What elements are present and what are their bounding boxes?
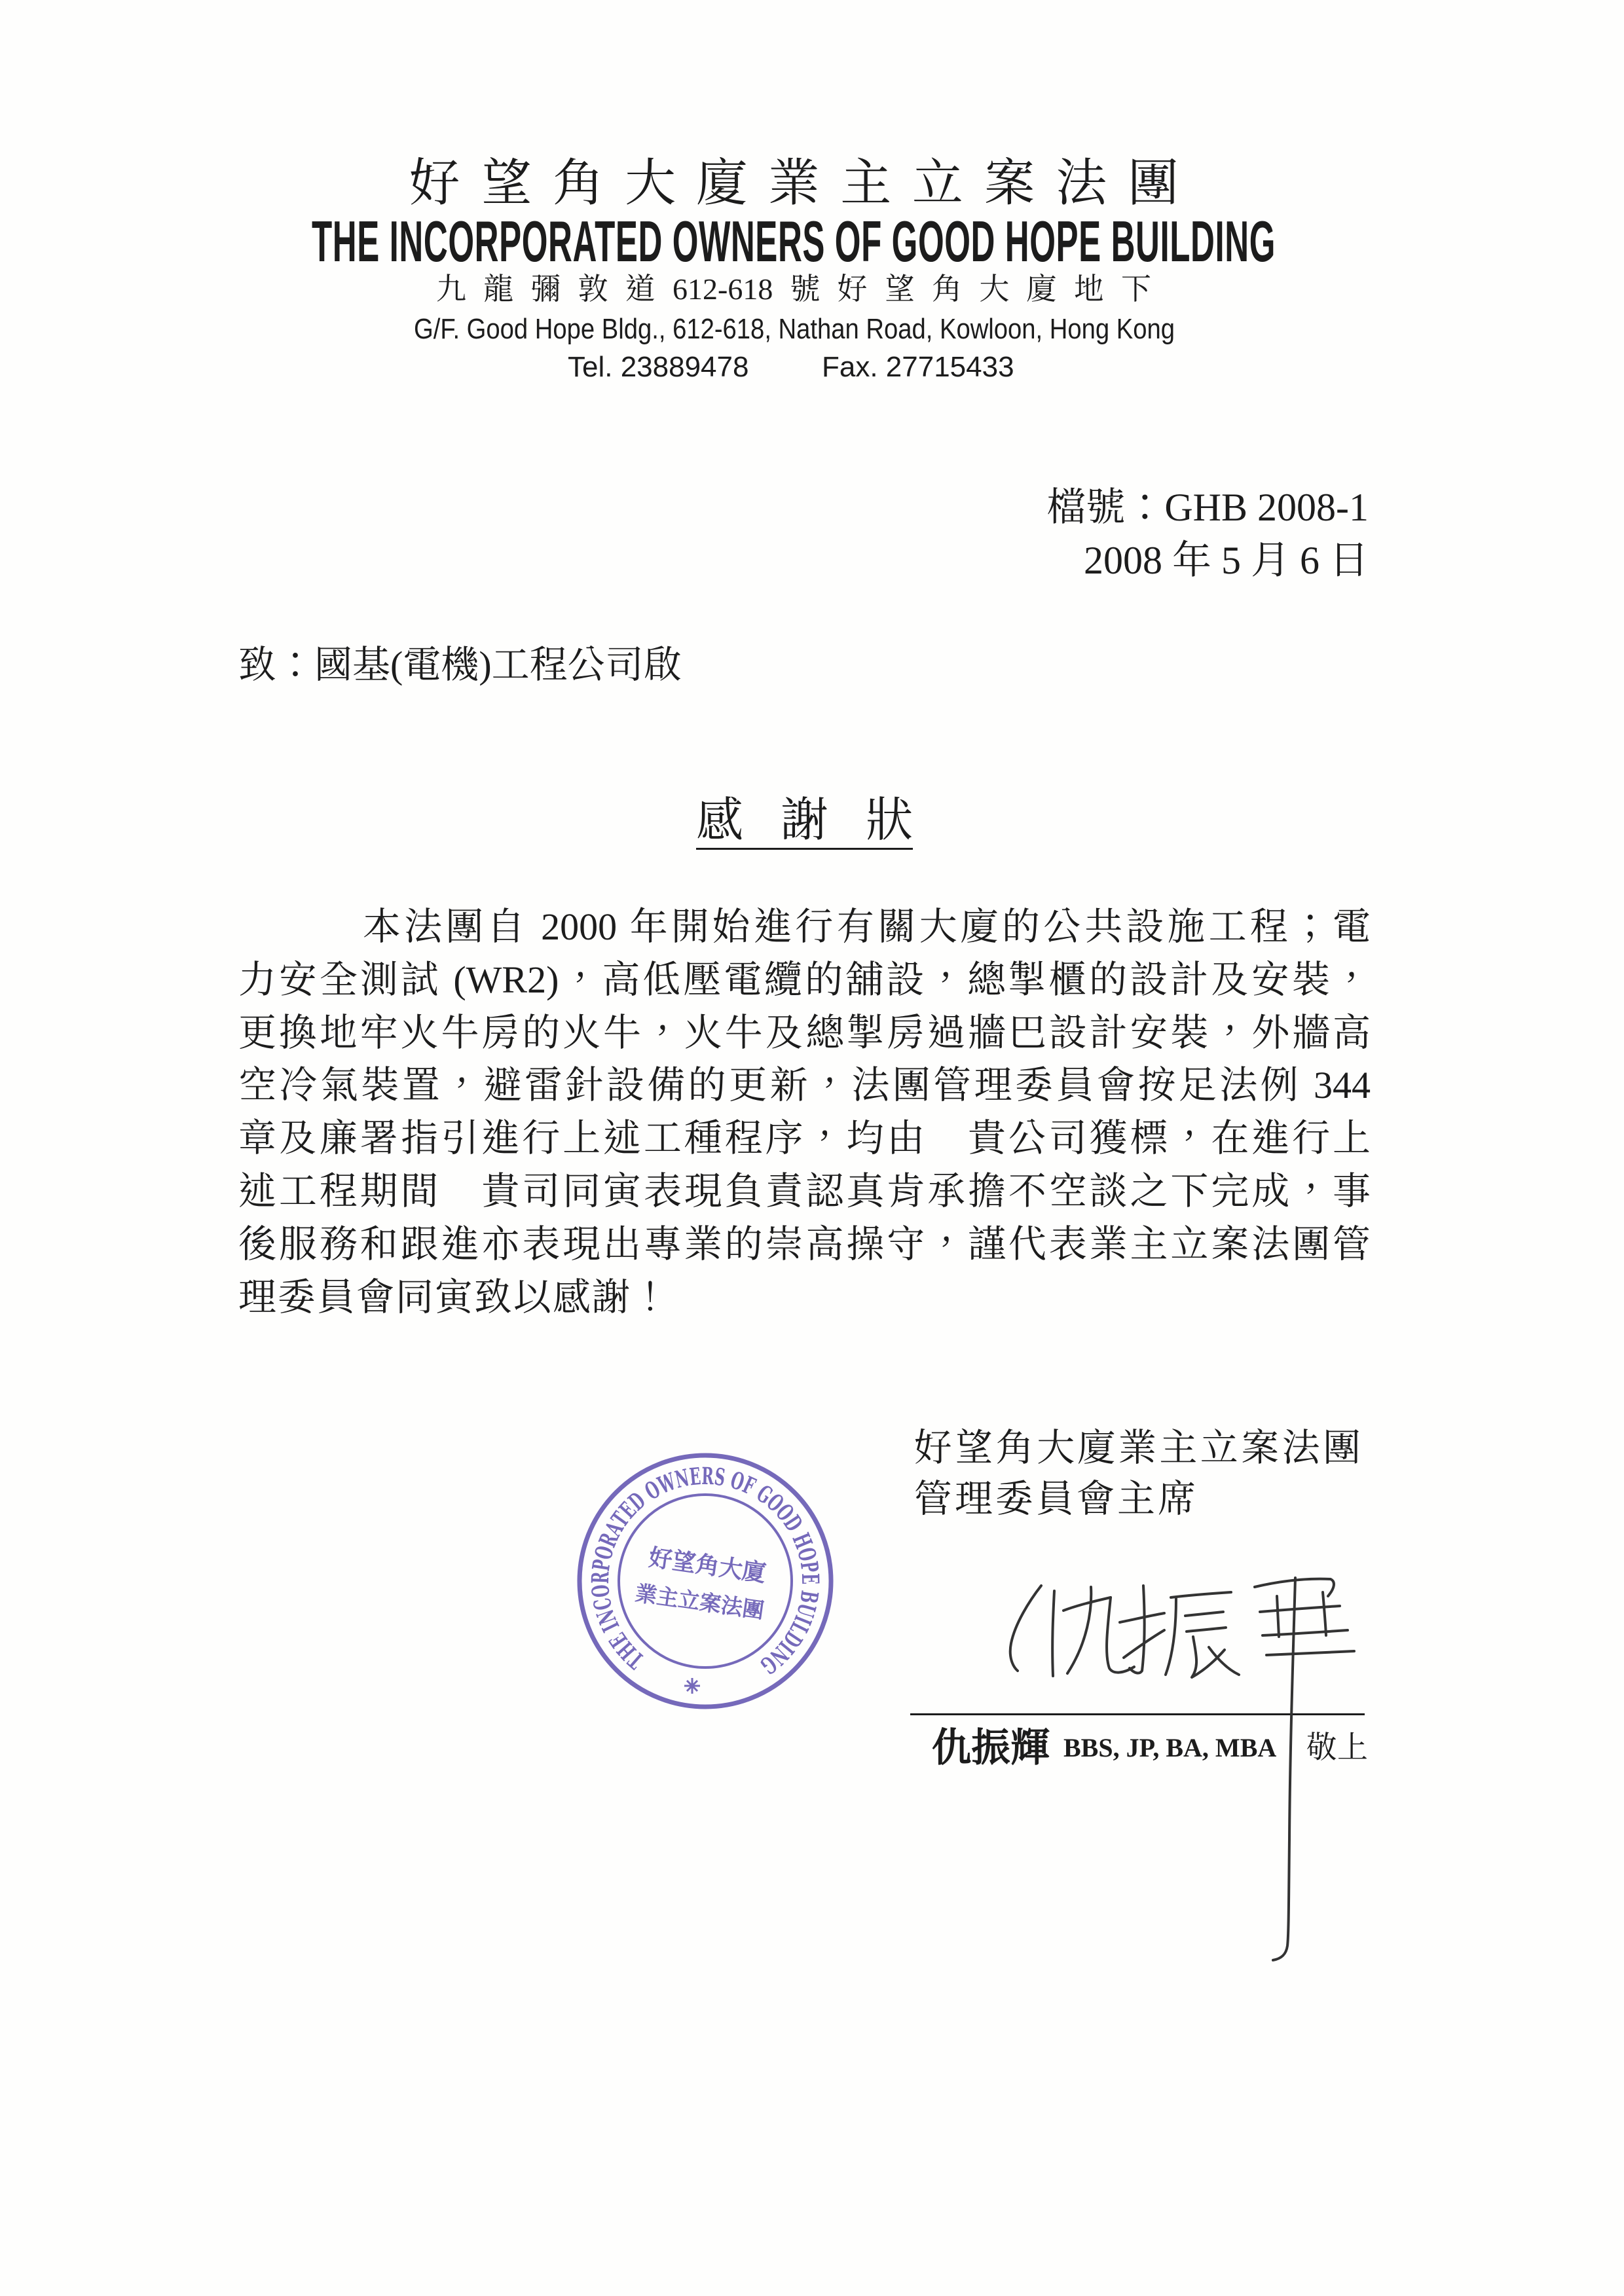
- body-line: 力安全測試 (WR2)，高低壓電纜的舖設，總掣櫃的設計及安裝，: [238, 958, 1371, 1001]
- letterhead-address-chinese: 九龍彌敦道612-618號好望角大廈地下: [436, 272, 1151, 306]
- body-line: 章及廉署指引進行上述工種程序，均由 貴公司獲標，在進行上: [238, 1117, 1371, 1160]
- signature-stroke: [1185, 1612, 1223, 1616]
- signature-stroke: [1171, 1592, 1231, 1597]
- letter-body: [238, 901, 1371, 1324]
- signature-organization: 好望角大廈業主立案法團: [914, 1427, 1361, 1469]
- letter-closing: 敬上: [1306, 1731, 1368, 1765]
- signature-stroke: [1130, 1586, 1145, 1673]
- signature-role: 管理委員會主席: [914, 1478, 1199, 1520]
- handwritten-signature: [995, 1545, 1375, 1964]
- signature-stroke: [1120, 1613, 1164, 1622]
- stamp-center-line-2: 業主立案法團: [633, 1580, 766, 1624]
- body-line: 本法團自 2000 年開始進行有關大廈的公共設施工程；電: [363, 905, 1371, 948]
- stamp-outer-ring: [580, 1455, 831, 1707]
- official-seal-stamp: [568, 1444, 843, 1719]
- letterhead-telephone: Tel. 23889478: [568, 351, 749, 383]
- letterhead-address-english: G/F. Good Hope Bldg., 612-618, Nathan Road, Kowloon, Hong Kong: [414, 313, 1175, 345]
- letterhead-fax: Fax. 27715433: [822, 351, 1014, 383]
- letterhead-name-chinese: 好望角大廈業主立案法團: [409, 155, 1179, 211]
- body-line: 理委員會同寅致以感謝！: [238, 1275, 671, 1319]
- body-line: 更換地牢火牛房的火牛，火牛及總掣房過牆巴設計安裝，外牆高: [238, 1011, 1371, 1054]
- letterhead-name-english: THE INCORPORATED OWNERS OF GOOD HOPE BUILDING: [312, 209, 1276, 274]
- file-reference-number: 檔號：GHB 2008-1: [1046, 486, 1369, 529]
- letterhead-name-english-box: [312, 208, 1276, 274]
- signature-stroke: [1187, 1628, 1226, 1631]
- signature-stroke: [1063, 1597, 1111, 1611]
- letter-date: 2008 年 5 月 6 日: [1084, 539, 1369, 582]
- stamp-center-line-1: 好望角大廈: [647, 1543, 768, 1588]
- stamp-center: [634, 1542, 771, 1624]
- letter-title: 感謝狀: [696, 793, 913, 850]
- signature-stroke: [1166, 1599, 1176, 1675]
- letterhead-address-english-box: [414, 312, 1175, 347]
- signature-stroke: [1107, 1597, 1134, 1673]
- signature-stroke: [1192, 1637, 1239, 1677]
- signature-stroke: [1010, 1586, 1041, 1671]
- signature-stroke: [1266, 1651, 1354, 1655]
- signature-stroke: [1277, 1596, 1279, 1637]
- signature-stroke: [1263, 1630, 1348, 1635]
- stamp-ring-text: THE INCORPORATED OWNERS OF GOOD HOPE BUILDING: [585, 1462, 824, 1685]
- body-line: 後服務和跟進亦表現出專業的崇高操守，謹代表業主立案法團管: [238, 1222, 1371, 1266]
- body-line: 空冷氣裝置，避雷針設備的更新，法團管理委員會按足法例 344: [238, 1064, 1371, 1107]
- signature-stroke: [1067, 1587, 1091, 1673]
- signature-stroke: [1052, 1591, 1054, 1676]
- signer-name: 仇振輝: [932, 1726, 1050, 1770]
- signer-credentials: BBS, JP, BA, MBA: [1063, 1733, 1277, 1762]
- signature-stroke: [1323, 1592, 1326, 1635]
- recipient-line: 致：國基(電機)工程公司啟: [238, 644, 682, 686]
- signature-stroke: [1260, 1606, 1340, 1612]
- stamp-star: [684, 1678, 700, 1694]
- body-line: 述工程期間 貴司同寅表現負責認真肯承擔不空談之下完成，事: [238, 1169, 1371, 1212]
